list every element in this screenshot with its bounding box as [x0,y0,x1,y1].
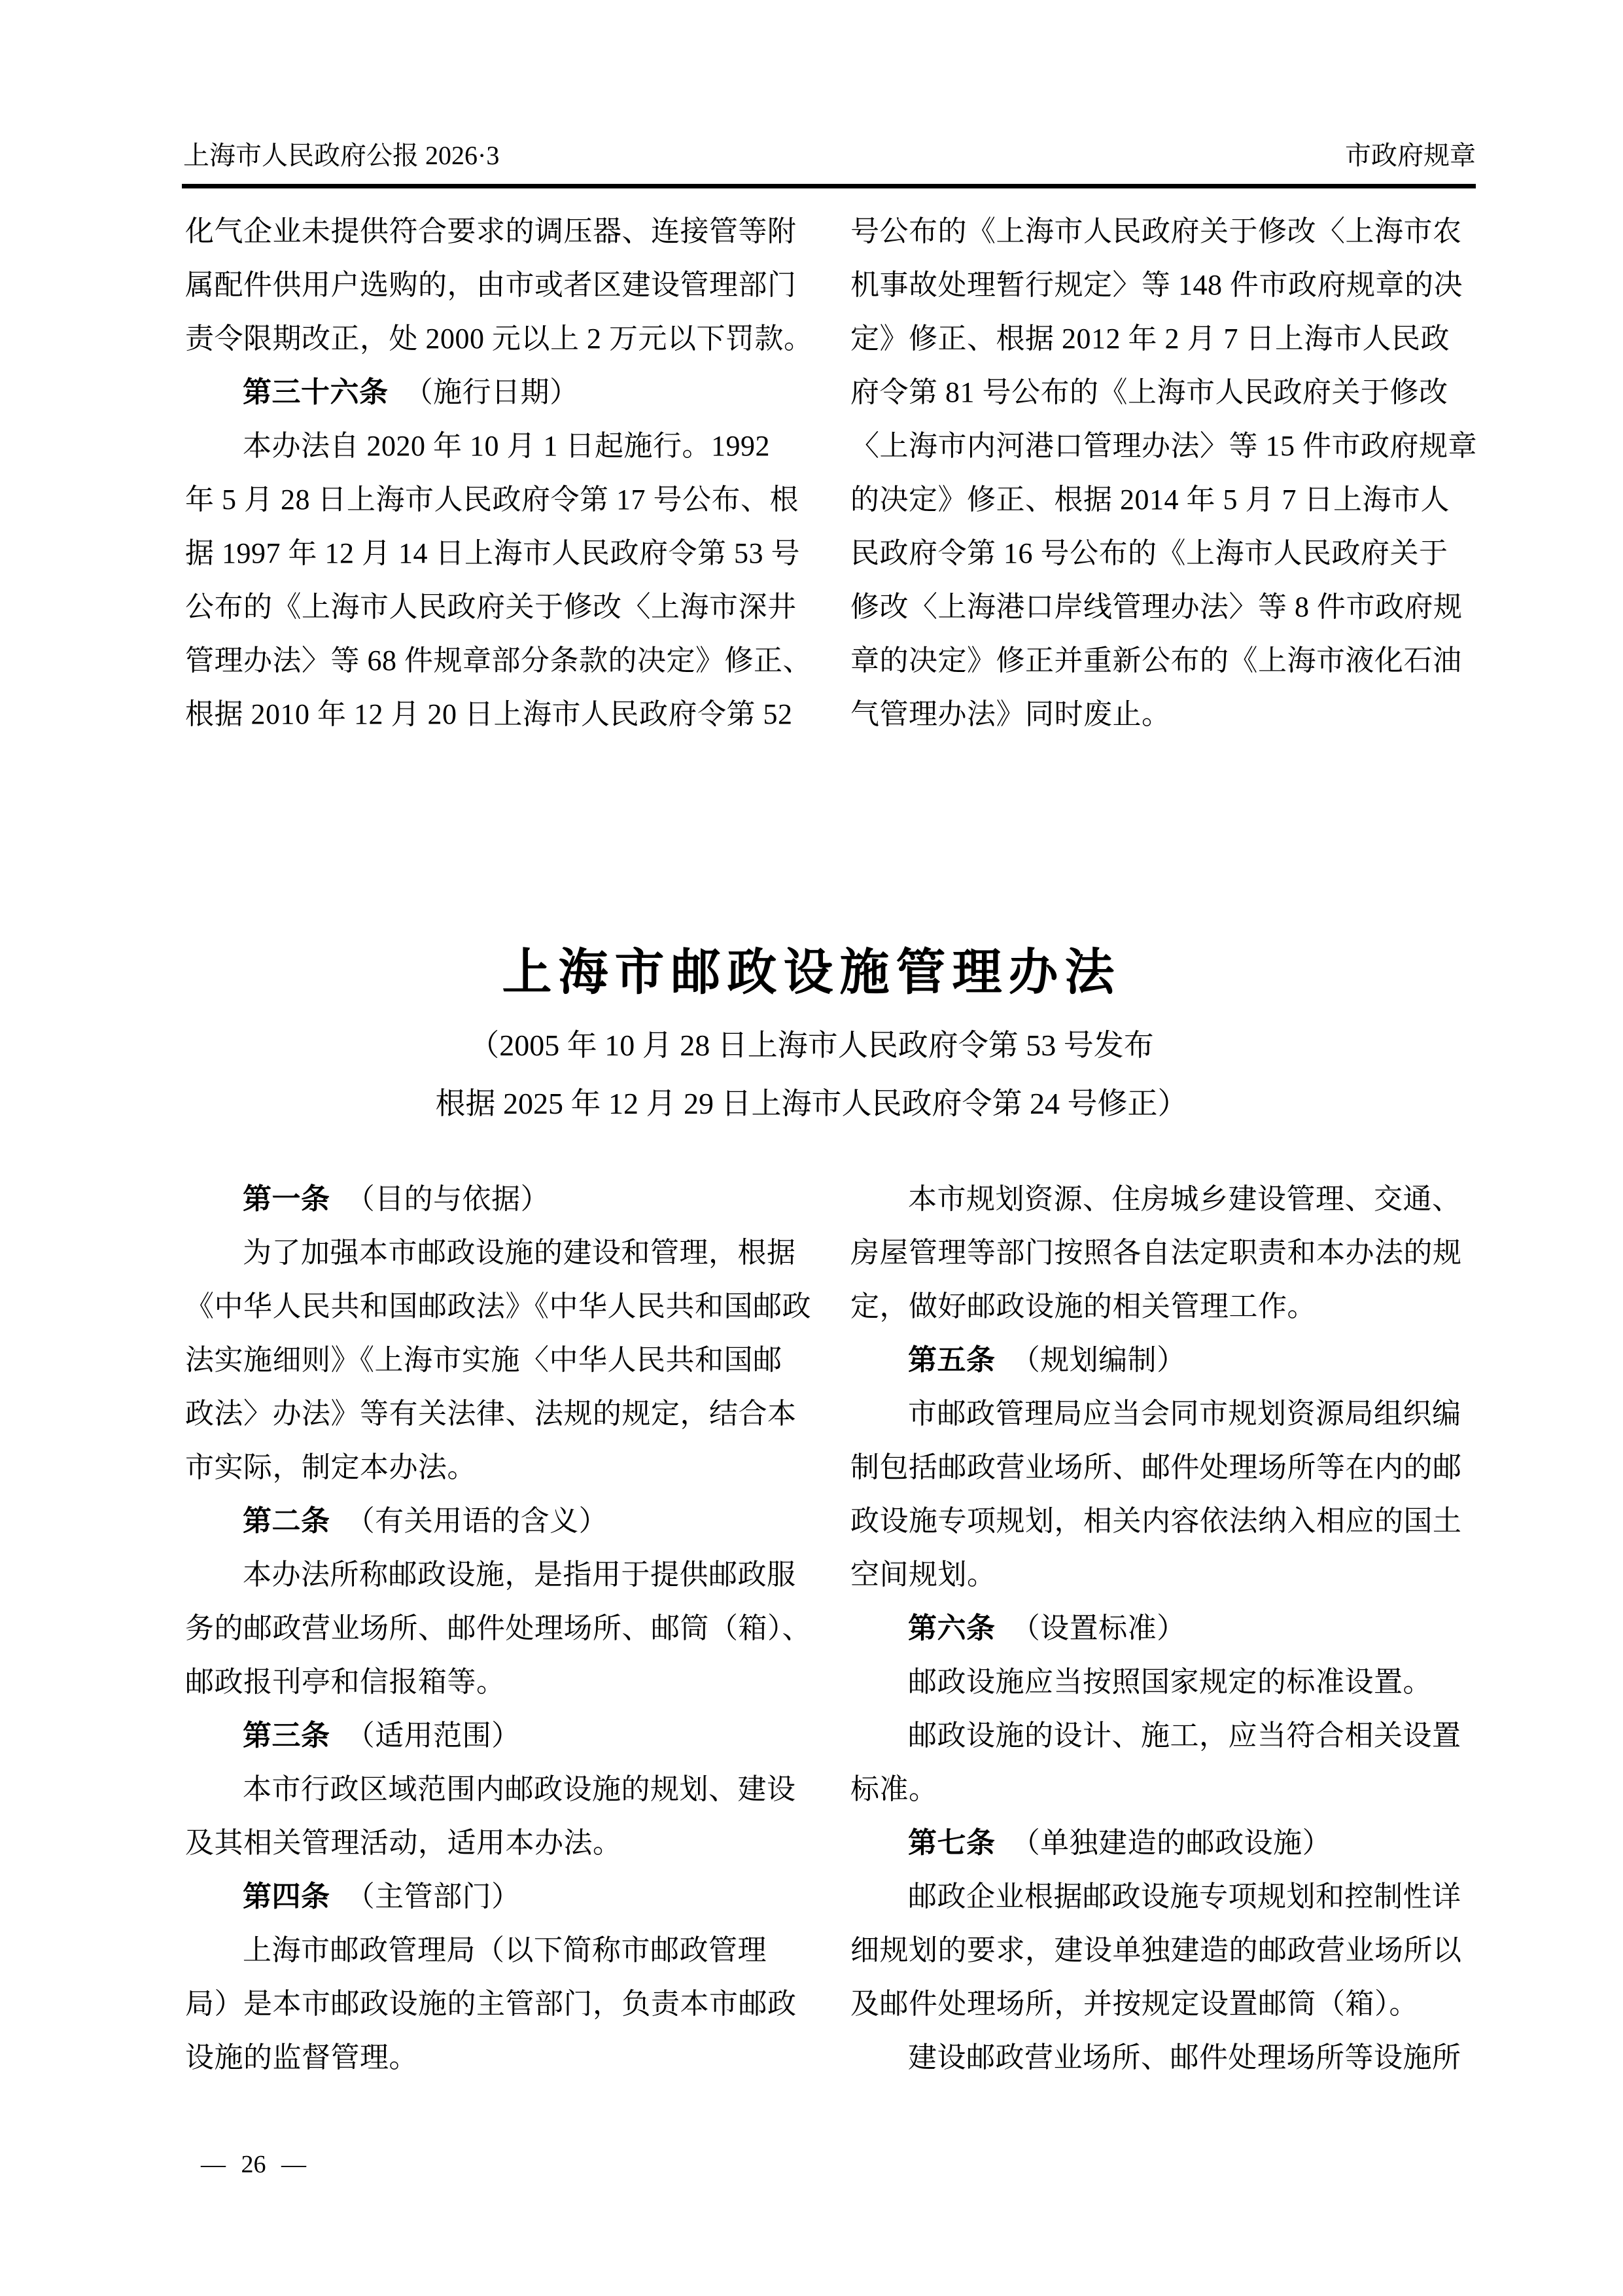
text-line: 邮政报刊亭和信报箱等。 [185,1666,506,1698]
subtitle-line-1: （2005 年 10 月 28 日上海市人民政府令第 53 号发布 [469,1029,1154,1062]
text-line: 年 5 月 28 日上海市人民政府令第 17 号公布、根 [185,484,799,516]
text-line: 本市规划资源、住房城乡建设管理、交通、 [908,1183,1461,1215]
text-line: 标准。 [850,1773,938,1805]
text-line: 第六条 （设置标准） [908,1612,1186,1644]
article-number: 第三条 [243,1720,330,1752]
text-line: 根据 2010 年 12 月 20 日上海市人民政府令第 52 [185,698,793,730]
text-line: 及邮件处理场所，并按规定设置邮筒（箱）。 [850,1988,1418,2020]
text-line: 属配件供用户选购的，由市或者区建设管理部门 [185,269,797,301]
article-number: 第二条 [243,1505,330,1537]
text-line: 民政府令第 16 号公布的《上海市人民政府关于 [850,537,1448,569]
text-line: 本办法所称邮政设施，是指用于提供邮政服 [243,1559,796,1591]
text-line: 第二条 （有关用语的含义） [243,1505,608,1537]
article-number: 第六条 [908,1612,996,1644]
text-line: 邮政设施的设计、施工，应当符合相关设置 [908,1720,1461,1752]
article-number: 第四条 [243,1881,330,1913]
text-line: 及其相关管理活动，适用本办法。 [185,1827,622,1859]
page-number: — 26 — [201,2151,306,2178]
text-line: 《中华人民共和国邮政法》《中华人民共和国邮政 [185,1290,811,1322]
text-line: 空间规划。 [850,1559,996,1591]
header-rule [182,184,1476,188]
text-line: 第七条 （单独建造的邮政设施） [908,1827,1332,1859]
text-line: 制包括邮政营业场所、邮件处理场所等在内的邮 [850,1451,1462,1483]
text-line: 设施的监督管理。 [185,2041,418,2074]
text-line: 定，做好邮政设施的相关管理工作。 [850,1290,1316,1322]
text-line: 邮政设施应当按照国家规定的标准设置。 [908,1666,1432,1698]
prev-article-right-column [850,205,1477,741]
article-left-column [185,1173,811,2085]
text-line: 法实施细则》《上海市实施〈中华人民共和国邮 [185,1344,782,1376]
text-line: 上海市邮政管理局（以下简称市邮政管理 [243,1934,767,1966]
text-line: 务的邮政营业场所、邮件处理场所、邮筒（箱）、 [185,1612,811,1644]
text-line: 第一条 （目的与依据） [243,1183,550,1215]
text-line: 管理办法〉等 68 件规章部分条款的决定》修正、 [185,645,812,677]
text-line: 章的决定》修正并重新公布的《上海市液化石油 [850,645,1462,677]
text-line: 机事故处理暂行规定〉等 148 件市政府规章的决 [850,269,1463,301]
text-line: 〈上海市内河港口管理办法〉等 15 件市政府规章 [850,430,1477,462]
text-line: 房屋管理等部门按照各自法定职责和本办法的规 [850,1237,1462,1269]
article-subtitle [0,1016,1623,1133]
article-number: 第七条 [908,1827,996,1859]
prev-article-left-column [185,205,813,741]
text-line: 据 1997 年 12 月 14 日上海市人民政府令第 53 号 [185,537,800,569]
text-line: 第三条 （适用范围） [243,1720,521,1752]
article-number: 第三十六条 [243,376,389,408]
text-line: 本市行政区域范围内邮政设施的规划、建设 [243,1773,796,1805]
text-line: 第五条 （规划编制） [908,1344,1186,1376]
text-line: 气管理办法》同时废止。 [850,698,1171,730]
text-line: 修改〈上海港口岸线管理办法〉等 8 件市政府规 [850,591,1463,623]
text-line: 政设施专项规划，相关内容依法纳入相应的国土 [850,1505,1462,1537]
text-line: 定》修正、根据 2012 年 2 月 7 日上海市人民政 [850,323,1450,355]
text-line: 局）是本市邮政设施的主管部门，负责本市邮政 [185,1988,797,2020]
text-line: 市邮政管理局应当会同市规划资源局组织编 [908,1398,1461,1430]
text-line: 市实际，制定本办法。 [185,1451,476,1483]
text-line: 政法〉办法》等有关法律、法规的规定，结合本 [185,1398,797,1430]
text-line: 府令第 81 号公布的《上海市人民政府关于修改 [850,376,1448,408]
text-line: 化气企业未提供符合要求的调压器、连接管等附 [185,215,797,247]
text-line: 第四条 （主管部门） [243,1881,521,1913]
article-title: 上海市邮政设施管理办法 [502,945,1121,1000]
article-right-column [850,1173,1471,2085]
header-left: 上海市人民政府公报 2026·3 [183,141,500,170]
text-line: 建设邮政营业场所、邮件处理场所等设施所 [908,2041,1461,2074]
text-line: 邮政企业根据邮政设施专项规划和控制性详 [908,1881,1461,1913]
article-number: 第一条 [243,1183,330,1215]
text-line: 本办法自 2020 年 10 月 1 日起施行。1992 [243,430,770,462]
text-line: 号公布的《上海市人民政府关于修改〈上海市农 [850,215,1462,247]
article-number: 第五条 [908,1344,996,1376]
header-right: 市政府规章 [1345,141,1476,170]
text-line: 责令限期改正，处 2000 元以上 2 万元以下罚款。 [185,323,813,355]
text-line: 公布的《上海市人民政府关于修改〈上海市深井 [185,591,797,623]
subtitle-line-2: 根据 2025 年 12 月 29 日上海市人民政府令第 24 号修正） [435,1087,1188,1120]
text-line: 为了加强本市邮政设施的建设和管理，根据 [243,1237,796,1269]
text-line: 的决定》修正、根据 2014 年 5 月 7 日上海市人 [850,484,1450,516]
text-line: 细规划的要求，建设单独建造的邮政营业场所以 [850,1934,1462,1966]
text-line: 第三十六条 （施行日期） [243,376,579,408]
